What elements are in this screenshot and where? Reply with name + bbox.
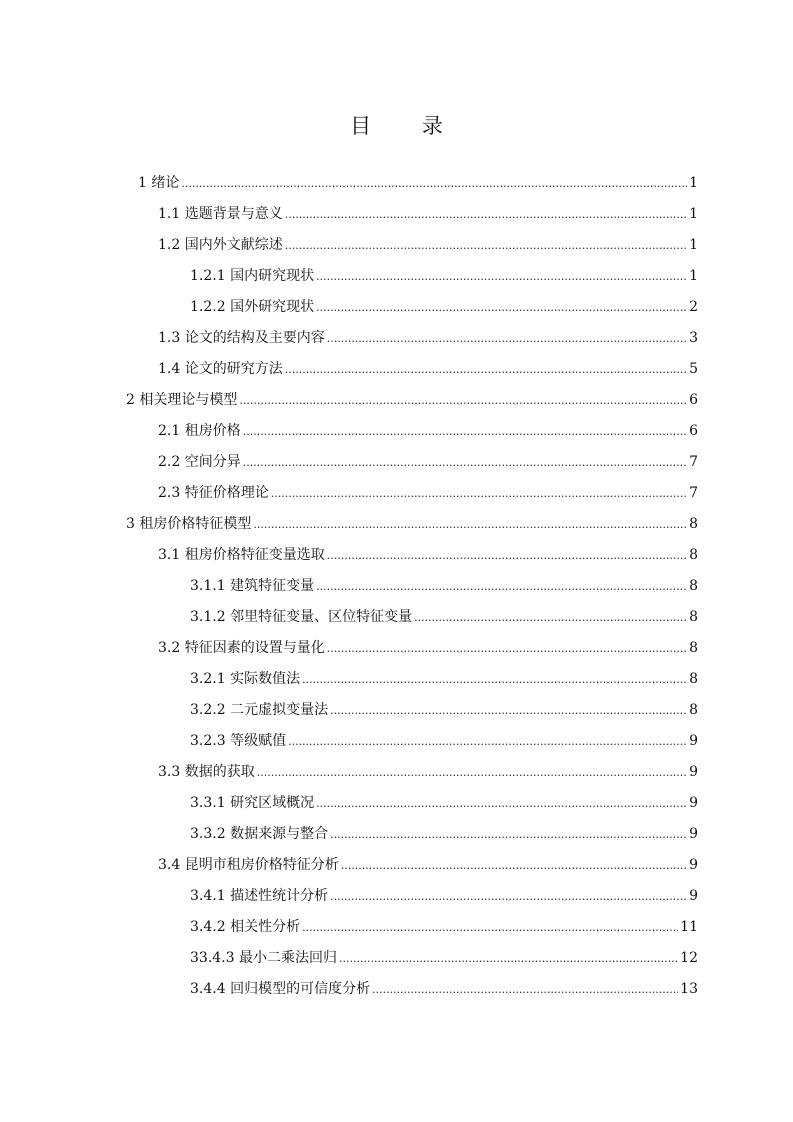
toc-entry-text: 邻里特征变量、区位特征变量: [230, 609, 413, 625]
toc-entry-text: 特征价格理论: [184, 485, 269, 501]
toc-page-number: 8: [689, 702, 698, 718]
toc-entry-text: 空间分异: [184, 454, 241, 470]
toc-entry-text: 相关性分析: [230, 919, 301, 935]
toc-entry-number: 3.2.3: [190, 733, 226, 749]
toc-entry-number: 1.3: [158, 330, 181, 346]
toc-page-number: 8: [689, 609, 698, 625]
toc-entry-text: 回归模型的可信度分析: [230, 981, 371, 997]
toc-leader-dots: [253, 509, 687, 540]
toc-entry-label: [190, 602, 412, 633]
toc-entry-label: [158, 230, 283, 261]
toc-entry[interactable]: [0, 943, 793, 974]
toc-entry-text: 国内外文献综述: [184, 237, 283, 253]
toc-entry-text: 绪论: [151, 175, 180, 191]
toc-entry-label: [138, 168, 179, 199]
toc-entry-label: [190, 695, 328, 726]
toc-entry-text: 研究区域概况: [230, 795, 315, 811]
toc-entry-text: 国内研究现状: [230, 268, 315, 284]
toc-entry-number: 1.1: [158, 206, 181, 222]
toc-entry-label: [158, 633, 325, 664]
toc-entry-label: [158, 323, 325, 354]
toc-entry-number: 3: [126, 516, 135, 532]
toc-entry[interactable]: [0, 633, 793, 664]
toc-leader-dots: [327, 323, 687, 354]
toc-entry-number: 3.2.1: [190, 671, 226, 687]
toc-leader-dots: [302, 912, 678, 943]
toc-entry-label: [190, 943, 337, 974]
toc-entry[interactable]: [0, 602, 793, 633]
toc-page-number: 13: [680, 981, 698, 997]
toc-entry[interactable]: [0, 788, 793, 819]
toc-entry-number: 3.4.4: [190, 981, 226, 997]
toc-entry-number: 3.3.1: [190, 795, 226, 811]
toc-page-number: 6: [689, 423, 698, 439]
toc-page-number: 8: [689, 578, 698, 594]
toc-entry[interactable]: [0, 354, 793, 385]
toc-entry[interactable]: [0, 974, 793, 1005]
toc-leader-dots: [316, 261, 687, 292]
toc-leader-dots: [285, 354, 687, 385]
toc-entry-number: 3.4.1: [190, 888, 226, 904]
toc-entry-number: 33.4.3: [190, 950, 235, 966]
toc-entry[interactable]: [0, 447, 793, 478]
toc-entry-number: 3.2: [158, 640, 181, 656]
toc-entry-label: [190, 261, 314, 292]
toc-entry-text: 论文的结构及主要内容: [184, 330, 325, 346]
toc-entry-number: 3.3: [158, 764, 181, 780]
toc-page-number: 8: [689, 640, 698, 656]
toc-entry-text: 租房价格特征变量选取: [184, 547, 325, 563]
toc-page-number: 1: [689, 268, 698, 284]
toc-entry-label: [190, 912, 300, 943]
toc-entry[interactable]: [0, 757, 793, 788]
toc-entry-label: [190, 881, 328, 912]
toc-entry-number: 3.2.2: [190, 702, 226, 718]
toc-leader-dots: [271, 478, 687, 509]
toc-entry[interactable]: [0, 695, 793, 726]
toc-leader-dots: [414, 602, 687, 633]
toc-leader-dots: [330, 819, 687, 850]
toc-entry-label: [158, 540, 325, 571]
toc-entry[interactable]: [0, 912, 793, 943]
toc-entry[interactable]: [0, 292, 793, 323]
toc-entry-number: 2.3: [158, 485, 181, 501]
toc-page-number: 9: [689, 888, 698, 904]
toc-entry-number: 1.2: [158, 237, 181, 253]
toc-entry-text: 特征因素的设置与量化: [184, 640, 325, 656]
toc-entry[interactable]: [0, 726, 793, 757]
toc-leader-dots: [316, 292, 687, 323]
toc-entry-label: [158, 199, 283, 230]
toc-page-number: 8: [689, 516, 698, 532]
toc-entry-text: 建筑特征变量: [230, 578, 315, 594]
toc-page-number: 1: [689, 237, 698, 253]
toc-entry-number: 2.2: [158, 454, 181, 470]
toc-entry-text: 昆明市租房价格特征分析: [184, 857, 339, 873]
toc-entry-text: 等级赋值: [230, 733, 287, 749]
toc-entry-text: 租房价格: [184, 423, 241, 439]
toc-leader-dots: [316, 571, 687, 602]
toc-entry-label: [190, 292, 314, 323]
toc-entry-number: 2: [126, 392, 135, 408]
toc-leader-dots: [302, 664, 687, 695]
toc-entry-label: [158, 850, 339, 881]
toc-entry[interactable]: [0, 478, 793, 509]
toc-leader-dots: [339, 943, 678, 974]
toc-leader-dots: [316, 788, 687, 819]
toc-entry-label: [158, 447, 241, 478]
toc-leader-dots: [243, 447, 687, 478]
toc-page-number: 7: [689, 454, 698, 470]
toc-entry-text: 最小二乘法回归: [238, 950, 337, 966]
toc-leader-dots: [341, 850, 687, 881]
toc-entry-text: 实际数值法: [230, 671, 301, 687]
toc-leader-dots: [285, 199, 687, 230]
toc-page-number: 9: [689, 857, 698, 873]
toc-entry[interactable]: [0, 168, 793, 199]
toc-title: 目 录: [350, 114, 465, 138]
toc-entry-number: 1: [138, 175, 147, 191]
toc-page-number: 6: [689, 392, 698, 408]
toc-page-number: 12: [680, 950, 698, 966]
toc-entry-number: 3.1.1: [190, 578, 226, 594]
toc-page-number: 8: [689, 547, 698, 563]
toc-entry-number: 3.1.2: [190, 609, 226, 625]
toc-entry[interactable]: [0, 416, 793, 447]
toc-entry-label: [190, 664, 300, 695]
toc-entry-number: 3.4: [158, 857, 181, 873]
toc-entry-text: 租房价格特征模型: [139, 516, 252, 532]
toc-page-number: 9: [689, 733, 698, 749]
toc-page-number: 11: [680, 919, 698, 935]
toc-entry-label: [158, 416, 241, 447]
toc-entry[interactable]: [0, 230, 793, 261]
toc-page-number: 5: [689, 361, 698, 377]
toc-entry[interactable]: [0, 571, 793, 602]
toc-list: [0, 168, 793, 1005]
toc-entry-text: 二元虚拟变量法: [230, 702, 329, 718]
toc-entry-text: 描述性统计分析: [230, 888, 329, 904]
toc-page-number: 9: [689, 826, 698, 842]
toc-leader-dots: [372, 974, 678, 1005]
toc-leader-dots: [327, 540, 687, 571]
toc-entry-text: 相关理论与模型: [139, 392, 238, 408]
toc-page-number: 1: [689, 206, 698, 222]
toc-entry[interactable]: [0, 385, 793, 416]
toc-leader-dots: [330, 695, 687, 726]
toc-entry-text: 数据来源与整合: [230, 826, 329, 842]
toc-page-number: 3: [689, 330, 698, 346]
toc-entry[interactable]: [0, 819, 793, 850]
toc-entry-label: [158, 354, 283, 385]
toc-entry-label: [190, 788, 314, 819]
toc-page-number: 8: [689, 671, 698, 687]
toc-entry-number: 2.1: [158, 423, 181, 439]
toc-entry-number: 3.1: [158, 547, 181, 563]
toc-leader-dots: [243, 416, 687, 447]
toc-entry-label: [158, 757, 255, 788]
toc-entry[interactable]: [0, 323, 793, 354]
toc-page-number: 9: [689, 764, 698, 780]
toc-page-number: 1: [689, 175, 698, 191]
toc-entry-label: [190, 571, 314, 602]
toc-entry-text: 论文的研究方法: [184, 361, 283, 377]
toc-entry-number: 1.2.2: [190, 299, 226, 315]
toc-entry[interactable]: [0, 540, 793, 571]
toc-leader-dots: [330, 881, 687, 912]
toc-leader-dots: [239, 385, 687, 416]
toc-leader-dots: [288, 726, 687, 757]
toc-entry-number: 3.3.2: [190, 826, 226, 842]
toc-entry[interactable]: [0, 850, 793, 881]
toc-entry-text: 数据的获取: [184, 764, 255, 780]
toc-page-number: 2: [689, 299, 698, 315]
toc-leader-dots: [285, 230, 687, 261]
toc-entry-text: 选题背景与意义: [184, 206, 283, 222]
toc-leader-dots: [257, 757, 687, 788]
toc-entry-label: [126, 509, 251, 540]
toc-entry-number: 3.4.2: [190, 919, 226, 935]
toc-entry-number: 1.4: [158, 361, 181, 377]
toc-leader-dots: [327, 633, 687, 664]
toc-entry[interactable]: [0, 261, 793, 292]
toc-page-number: 7: [689, 485, 698, 501]
toc-entry-label: [190, 974, 370, 1005]
toc-entry-label: [126, 385, 237, 416]
toc-entry-label: [158, 478, 269, 509]
toc-entry[interactable]: [0, 199, 793, 230]
toc-entry-label: [190, 726, 286, 757]
toc-entry-text: 国外研究现状: [230, 299, 315, 315]
toc-entry[interactable]: [0, 881, 793, 912]
toc-entry[interactable]: [0, 509, 793, 540]
toc-entry[interactable]: [0, 664, 793, 695]
toc-entry-label: [190, 819, 328, 850]
toc-leader-dots: [181, 168, 687, 199]
toc-page-number: 9: [689, 795, 698, 811]
toc-entry-number: 1.2.1: [190, 268, 226, 284]
